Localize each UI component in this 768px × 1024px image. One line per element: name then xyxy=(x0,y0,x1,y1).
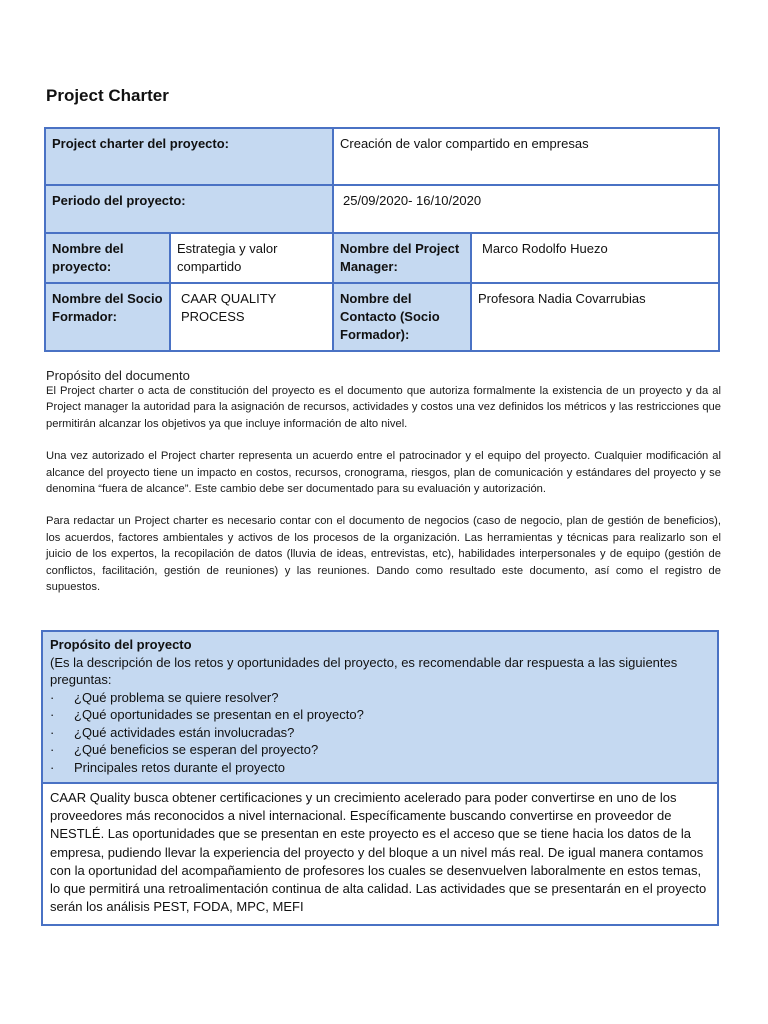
document-purpose-heading: Propósito del documento xyxy=(46,368,190,383)
question-text: ¿Qué problema se quiere resolver? xyxy=(74,689,279,705)
question-text: Principales retos durante el proyecto xyxy=(74,759,286,775)
bullet-icon: · xyxy=(50,759,55,775)
page-title: Project Charter xyxy=(46,86,169,105)
list-item xyxy=(50,759,710,777)
document-purpose-section xyxy=(46,368,721,611)
project-purpose-title: Propósito del proyecto xyxy=(50,637,192,652)
question-list xyxy=(50,689,710,777)
table-row xyxy=(45,233,719,283)
list-item xyxy=(50,741,710,759)
project-purpose-intro: (Es la descripción de los retos y oportunidades del proyecto, es recomendable dar respuesta a las siguientes preguntas: xyxy=(50,654,678,687)
charter-table xyxy=(44,127,720,352)
partner-value: CAAR QUALITY PROCESS xyxy=(170,283,333,351)
partner-label: Nombre del Socio Formador: xyxy=(45,283,170,351)
contact-label: Nombre del Contacto (Socio Formador): xyxy=(333,283,471,351)
question-text: ¿Qué oportunidades se presentan en el proyecto? xyxy=(74,707,364,722)
contact-value: Profesora Nadia Covarrubias xyxy=(471,283,719,351)
bullet-icon: · xyxy=(50,689,55,705)
project-purpose-header xyxy=(43,632,717,784)
paragraph: El Project charter o acta de constitución del proyecto es el documento que autoriza formalmente la existencia de un proyecto y da al Project manager la autoridad para la asignación de recursos, actividades y costos una vez definidos los métricos y las restricciones que permitirán alcanzar los objetivos ya que incluye información de alto nivel. xyxy=(46,385,721,430)
table-row xyxy=(45,283,719,351)
project-manager-value: Marco Rodolfo Huezo xyxy=(471,233,719,283)
project-manager-label: Nombre del Project Manager: xyxy=(333,233,471,283)
bullet-icon: · xyxy=(50,742,55,757)
question-text: ¿Qué actividades están involucradas? xyxy=(74,724,295,740)
table-row xyxy=(45,185,719,233)
project-name-value: Estrategia y valor compartido xyxy=(170,233,333,283)
paragraph: Para redactar un Project charter es necesario contar con el documento de negocios (caso de negocio, plan de gestión de beneficios), los acuerdos, factores ambientales y activos de los procesos de la organización. Las herramientas y técnicas para realizarlo son el juicio de los expertos, la recopilación de datos (lluvia de ideas, entrevistas, etc), habilidades interpersonales y de equipo (gestión de conflictos, facilitación, gestión de reuniones) y las reuniones. Dando como resultado este documento, así como el registro de supuestos. xyxy=(46,515,721,594)
charter-value: Creación de valor compartido en empresas xyxy=(333,128,719,185)
period-value: 25/09/2020- 16/10/2020 xyxy=(333,185,719,233)
question-text: ¿Qué beneficios se esperan del proyecto? xyxy=(74,742,319,757)
charter-label: Project charter del proyecto: xyxy=(45,128,333,185)
project-purpose-box xyxy=(41,630,719,926)
list-item xyxy=(50,724,710,742)
project-purpose-answer: CAAR Quality busca obtener certificaciones y un crecimiento acelerado para poder convertirse en uno de los proveedores más reconocidos a nivel internacional. Específicamente buscando convertirse en proveedor de NESTLÉ. Las oportunidades que se presentan en este proyecto es el acceso que se tiene hacia los datos de la empresa, pudiendo llevar la experiencia del proyecto y del bloque a un nivel más real. De igual manera contamos con la oportunidad del acompañamiento de profesores los cuales se desenvuelven laboralmente en estos temas, lo que permitirá una retroalimentación continua de alta calidad. Las actividades que se presentarán en el proyecto serán los análisis PEST, FODA, MPC, MEFI xyxy=(50,790,707,915)
period-label: Periodo del proyecto: xyxy=(45,185,333,233)
paragraph: Una vez autorizado el Project charter representa un acuerdo entre el patrocinador y el equipo del proyecto. Cualquier modificación al alcance del proyecto tiene un impacto en costos, recursos, cronograma, riesgos, plan de comunicación y estándares del proyecto y se denomina “fuera de alcance”. Este cambio debe ser documentado para su evaluación y autorización. xyxy=(46,450,721,496)
list-item xyxy=(50,689,710,707)
bullet-icon: · xyxy=(50,724,55,740)
table-row xyxy=(45,128,719,185)
project-name-label: Nombre del proyecto: xyxy=(45,233,170,283)
list-item xyxy=(50,706,710,724)
bullet-icon: · xyxy=(50,707,55,722)
